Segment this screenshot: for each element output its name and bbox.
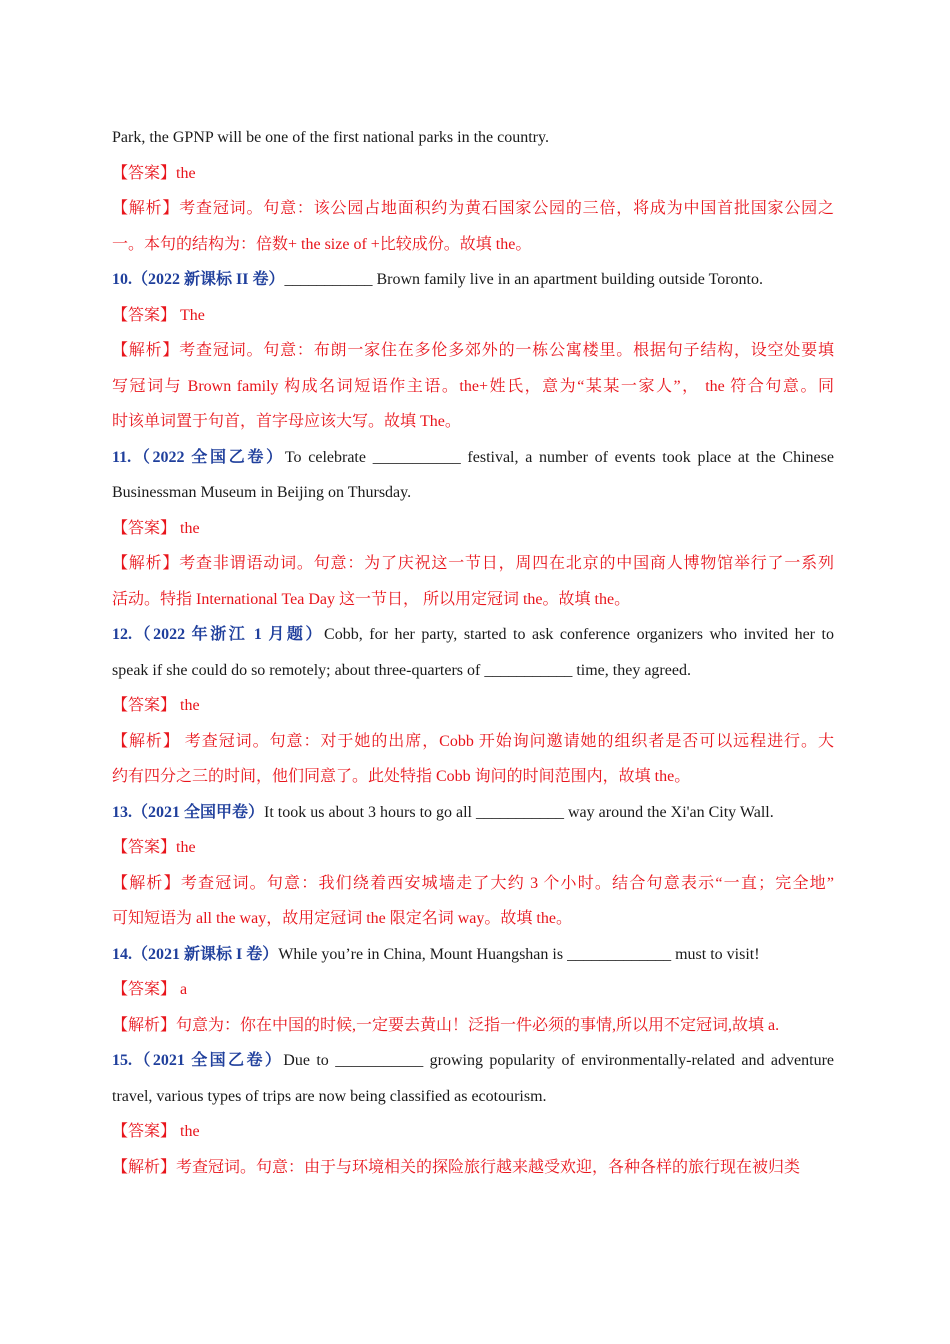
- question-line: [112, 937, 834, 973]
- answer-label: 【答案】: [112, 1123, 177, 1140]
- answer-line: [112, 688, 834, 724]
- answer-line: [112, 156, 834, 192]
- continuation-text: Park, the GPNP will be one of the first national parks in the country.: [112, 129, 549, 146]
- analysis-text: 时该单词置于句首，首字母应该大写。故填 The。: [112, 413, 461, 430]
- analysis-text: 考查冠词。句意：该公园占地面积约为黄石国家公园的三倍，将成为中国首批国家公园之: [179, 200, 834, 217]
- analysis-text: 写冠词与 Brown family 构成名词短语作主语。the+姓氏，意为“某某一家人”， the 符合句意。同: [112, 377, 834, 395]
- question-text: Due to ___________ growing popularity of environmentally-related and adventure: [283, 1052, 834, 1069]
- question-line: [112, 795, 834, 831]
- question-number: 15.: [112, 1052, 132, 1069]
- question-line: [112, 262, 834, 298]
- question-text: While you’re in China, Mount Huangshan is _____________ must to visit!: [278, 945, 760, 963]
- answer-value: the: [176, 164, 196, 182]
- answer-label: 【答案】: [112, 981, 177, 998]
- question-text: speak if she could do so remotely; about three-quarters of ___________ time, they agreed.: [112, 661, 691, 679]
- question-source: （2022 全国乙卷）: [131, 448, 285, 466]
- answer-label: 【答案】: [112, 519, 177, 537]
- question-continuation-line: [112, 1079, 834, 1115]
- exercise-list: [112, 120, 834, 1185]
- answer-label: 【答案】: [112, 697, 177, 714]
- answer-label: 【答案】: [112, 164, 177, 182]
- answer-value: the: [176, 839, 196, 856]
- question-text: travel, various types of trips are now being classified as ecotourism.: [112, 1087, 547, 1105]
- answer-value: the: [176, 1123, 200, 1140]
- question-source: （2021 新课标 I 卷）: [132, 945, 279, 963]
- question-text: Businessman Museum in Beijing on Thursday.: [112, 484, 412, 501]
- answer-value: a: [176, 981, 188, 998]
- question-number: 12.: [112, 626, 132, 643]
- question-source: （2021 全国乙卷）: [132, 1052, 284, 1069]
- question-continuation-line: [112, 475, 834, 511]
- analysis-line: [112, 759, 834, 795]
- question-continuation-line: [112, 653, 834, 689]
- question-number: 10.: [112, 271, 132, 288]
- question-source: （2022 年浙江 1 月题）: [132, 626, 325, 643]
- answer-label: 【答案】: [112, 306, 177, 324]
- question-line: [112, 617, 834, 653]
- analysis-text: 句意为：你在中国的时候,一定要去黄山！泛指一件必须的事情,所以用不定冠词,故填 a.: [176, 1016, 780, 1034]
- analysis-label: 【解析】: [112, 200, 180, 217]
- question-text: It took us about 3 hours to go all ___________ way around the Xi'an City Wall.: [264, 803, 774, 821]
- analysis-text: 考查冠词。句意：布朗一家住在多伦多郊外的一栋公寓楼里。根据句子结构，设空处要填: [179, 342, 834, 359]
- analysis-line: [112, 724, 834, 760]
- question-source: （2021 全国甲卷）: [132, 803, 265, 821]
- answer-value: the: [176, 519, 200, 537]
- answer-label: 【答案】: [112, 839, 177, 856]
- question-line: [112, 1043, 834, 1079]
- analysis-text: 一。本句的结构为：倍数+ the size of +比较成份。故填 the。: [112, 235, 532, 253]
- analysis-text: 考查非谓语动词。句意：为了庆祝这一节日，周四在北京的中国商人博物馆举行了一系列: [179, 555, 834, 572]
- question-line: [112, 440, 834, 476]
- analysis-line: [112, 901, 834, 937]
- question-number: 14.: [112, 945, 132, 963]
- analysis-line: [112, 1008, 834, 1044]
- answer-value: the: [176, 697, 200, 714]
- question-number: 13.: [112, 803, 132, 821]
- analysis-label: 【解析】: [112, 874, 181, 892]
- answer-value: The: [176, 306, 205, 324]
- analysis-text: 约有四分之三的时间，他们同意了。此处特指 Cobb 询问的时间范围内，故填 the。: [112, 768, 691, 785]
- analysis-line: [112, 404, 834, 440]
- analysis-line: [112, 191, 834, 227]
- analysis-line: [112, 582, 834, 618]
- analysis-label: 【解析】: [112, 1016, 177, 1034]
- analysis-line: [112, 546, 834, 582]
- continuation-line: [112, 120, 834, 156]
- analysis-text: 考查冠词。句意：我们绕着西安城墙走了大约 3 个小时。结合句意表示“一直；完全地”: [180, 874, 834, 892]
- analysis-label: 【解析】: [112, 1158, 177, 1176]
- analysis-label: 【解析】: [112, 555, 180, 572]
- question-text: ___________ Brown family live in an apartment building outside Toronto.: [284, 271, 763, 288]
- question-number: 11.: [112, 448, 132, 466]
- analysis-line: [112, 866, 834, 902]
- question-text: Cobb, for her party, started to ask conference organizers who invited her to: [324, 626, 834, 643]
- answer-line: [112, 972, 834, 1008]
- analysis-line: [112, 333, 834, 369]
- analysis-label: 【解析】: [112, 732, 180, 750]
- analysis-line: [112, 1150, 834, 1186]
- analysis-text: 活动。特指 International Tea Day 这一节日， 所以用定冠词 the。故填 the。: [112, 590, 631, 608]
- analysis-label: 【解析】: [112, 342, 180, 359]
- question-text: To celebrate ___________ festival, a number of events took place at the Chinese: [284, 448, 834, 466]
- answer-line: [112, 298, 834, 334]
- answer-line: [112, 830, 834, 866]
- answer-line: [112, 1114, 834, 1150]
- answer-line: [112, 511, 834, 547]
- analysis-line: [112, 369, 834, 405]
- analysis-text: 可知短语为 all the way，故用定冠词 the 限定名词 way。故填 the。: [112, 910, 572, 927]
- analysis-text: 考查冠词。句意：由于与环境相关的探险旅行越来越受欢迎，各种各样的旅行现在被归类: [176, 1158, 801, 1176]
- question-source: （2022 新课标 II 卷）: [132, 271, 285, 288]
- analysis-text: 考查冠词。句意：对于她的出席，Cobb 开始询问邀请她的组织者是否可以远程进行。大: [179, 732, 834, 750]
- analysis-line: [112, 227, 834, 263]
